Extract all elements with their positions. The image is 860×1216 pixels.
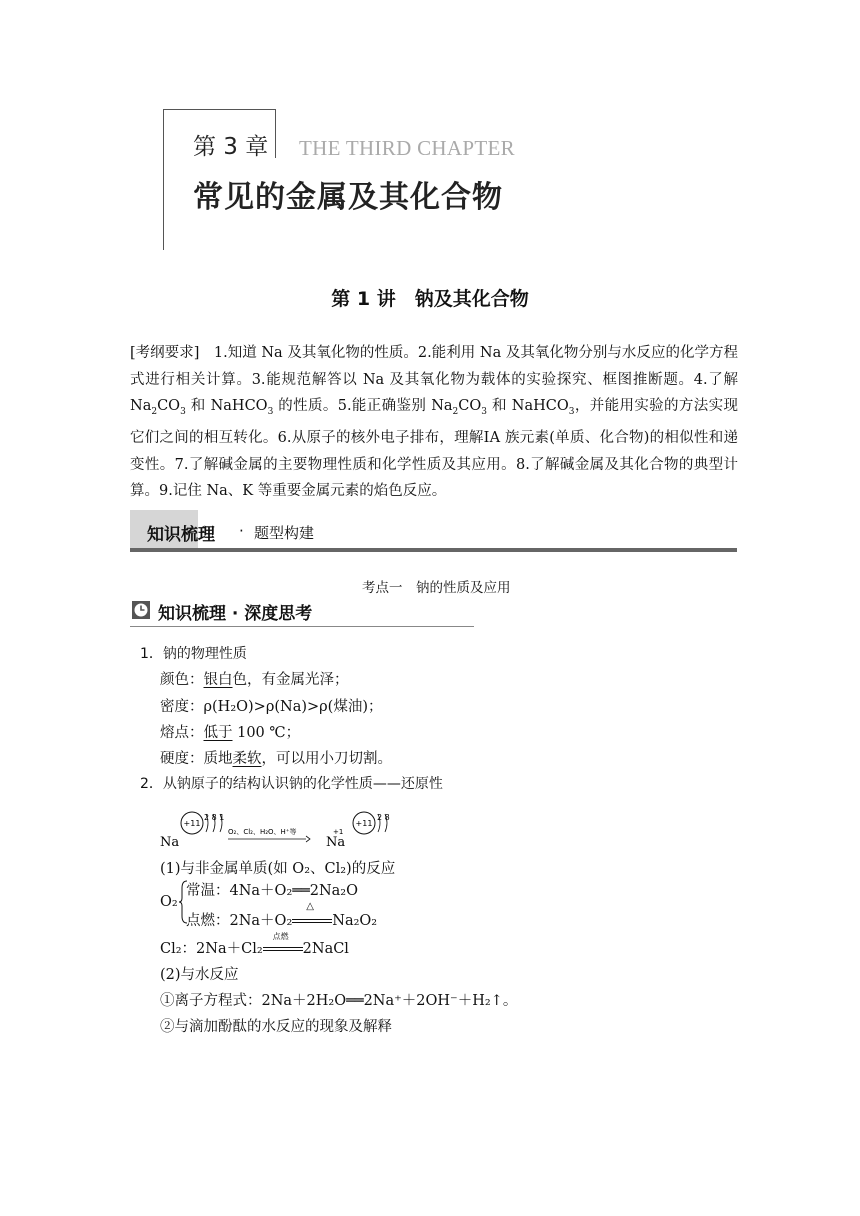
band-subtitle: 题型构建 xyxy=(254,524,315,542)
cl2-reaction: Cl₂：2Na＋Cl₂ 点燃 2NaCl xyxy=(160,932,349,957)
s2-p2: (2)与水反应 xyxy=(160,967,239,983)
kaodian-title: 考点一 钠的性质及应用 xyxy=(362,580,511,596)
band-title: 知识梳理 xyxy=(147,525,215,545)
band-dot: · xyxy=(239,522,244,540)
chapter-title: 常见的金属及其化合物 xyxy=(193,180,503,215)
requirements-label: [考纲要求] xyxy=(130,345,200,361)
subheader-title: 知识梳理 · 深度思考 xyxy=(158,604,313,624)
s2-heading: 2．从钠原子的结构认识钠的化学性质——还原性 xyxy=(140,776,443,792)
phenolphthalein-line: ②与滴加酚酞的水反应的现象及解释 xyxy=(160,1019,392,1035)
nucleus-right: +11 xyxy=(355,819,373,828)
charge: +1 xyxy=(333,828,344,836)
ionic-equation: ①离子方程式：2Na＋2H₂O══2Na⁺＋2OH⁻＋H₂↑。 xyxy=(160,993,518,1009)
section-band xyxy=(130,510,737,552)
s1-density: 密度：ρ(H₂O)>ρ(Na)>ρ(煤油)； xyxy=(160,699,383,715)
o2-room-temp: 常温：4Na＋O₂══2Na₂O xyxy=(186,883,358,899)
clock-icon xyxy=(132,601,150,619)
chapter-english: THE THIRD CHAPTER xyxy=(299,136,515,160)
requirements-paragraph: [考纲要求] 1.知道 Na 及其氧化物的性质。2.能利用 Na 及其氧化物分别与水反应的化学方程式进行相关计算。3.能规范解答以 Na 及其氧化物为载体的实验探究、框图推断题。4.了解 $Na_2CO_3$ 和 NaHCO$_3$ 的性质。5.能正确鉴别 $Na_2CO_3$ 和 NaHCO$_3$，并能用实验的方法实现它们之间的相互转化。6.从原子的核外电子排布，理解ⅠA 族元素(单质、化合物)的相似性和递变性。7.了解碱金属的主要物理性质和化学性质及其应用。8.了解碱金属及其化合物的典型计算。9.记住 Na、K 等重要金属元素的焰色反应。 xyxy=(130,345,738,500)
chapter-number: 第 3 章 xyxy=(193,134,269,160)
subheader xyxy=(130,598,474,627)
atom-structure-diagram xyxy=(158,806,408,852)
atom-right: Na xyxy=(326,835,346,850)
o2-label: O₂ xyxy=(160,894,178,910)
shell-left: 2 8 1 xyxy=(204,813,225,822)
o2-burn: 点燃：2Na＋O₂ △ Na₂O₂ xyxy=(186,901,378,929)
arrow-label: O₂、Cl₂、H₂O、H⁺等 xyxy=(228,828,297,836)
s1-melting-point: 熔点：低于 100 ℃； xyxy=(160,725,301,741)
s1-hardness: 硬度：质地柔软，可以用小刀切割。 xyxy=(160,751,392,767)
s1-heading: 1．钠的物理性质 xyxy=(140,646,247,662)
nucleus-left: +11 xyxy=(183,819,201,828)
shell-right: 2 8 xyxy=(377,813,390,822)
lesson-title: 第 1 讲 钠及其化合物 xyxy=(331,288,529,310)
s2-p1: (1)与非金属单质(如 O₂、Cl₂)的反应 xyxy=(160,861,396,877)
s1-color: 颜色：银白色，有金属光泽； xyxy=(160,672,349,688)
atom-left: Na xyxy=(160,835,180,850)
